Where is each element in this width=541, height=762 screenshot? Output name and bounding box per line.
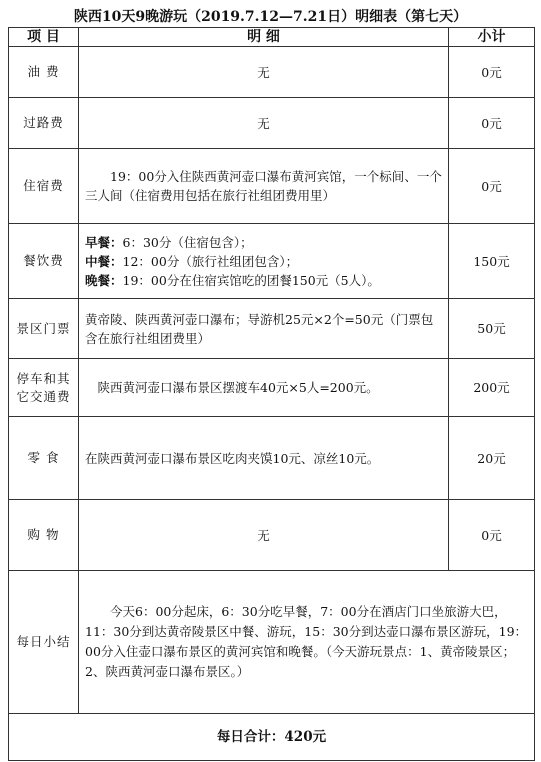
header-subtotal: 小计	[449, 28, 535, 47]
amount-transport: 200元	[449, 359, 535, 417]
item-toll: 过路费	[9, 98, 79, 149]
meal-breakfast	[85, 233, 442, 252]
item-transport-line2: 它交通费	[16, 388, 71, 404]
item-transport-line1: 停车和其	[16, 370, 71, 386]
row-lodging	[9, 149, 535, 224]
row-summary	[9, 571, 535, 714]
row-shopping	[9, 500, 535, 571]
detail-lodging: 19：00分入住陕西黄河壶口瀑布黄河宾馆，一个标间、一个三人间（住宿费用包括在旅行社组团费用里）	[79, 149, 449, 224]
detail-toll: 无	[79, 98, 449, 149]
item-tickets: 景区门票	[9, 299, 79, 359]
row-transport	[9, 359, 535, 417]
amount-toll: 0元	[449, 98, 535, 149]
row-fuel	[9, 47, 535, 98]
detail-summary: 今天6：00分起床，6：30分吃早餐，7：00分在酒店门口坐旅游大巴，11：30分到达黄帝陵景区中餐、游玩，15：30分到达壶口瀑布景区游玩，19：00分入住壶口瀑布景区的黄河宾馆和晚餐。（今天游玩景点：1、黄帝陵景区；2、陕西黄河壶口瀑布景区。）	[79, 571, 535, 714]
breakfast-label: 早餐：	[85, 234, 123, 250]
breakfast-text: 6：30分（住宿包含）；	[122, 234, 253, 250]
row-tickets	[9, 299, 535, 359]
item-transport	[9, 359, 79, 417]
header-row	[9, 28, 535, 47]
amount-tickets: 50元	[449, 299, 535, 359]
detail-tickets: 黄帝陵、陕西黄河壶口瀑布；导游机25元×2个=50元（门票包含在旅行社组团费里）	[79, 299, 449, 359]
amount-shopping: 0元	[449, 500, 535, 571]
meal-lunch	[85, 252, 442, 271]
header-detail: 明 细	[79, 28, 449, 47]
lunch-text: 12：00分（旅行社组团包含）；	[122, 253, 299, 269]
item-fuel: 油 费	[9, 47, 79, 98]
daily-total: 每日合计：420元	[9, 714, 535, 761]
item-summary: 每日小结	[9, 571, 79, 714]
lunch-label: 中餐：	[85, 253, 123, 269]
item-lodging: 住宿费	[9, 149, 79, 224]
meal-dinner	[85, 271, 442, 290]
dinner-label: 晚餐：	[85, 272, 123, 288]
detail-transport: 陕西黄河壶口瀑布景区摆渡车40元×5人=200元。	[79, 359, 449, 417]
detail-meals	[79, 224, 449, 299]
amount-lodging: 0元	[449, 149, 535, 224]
amount-snacks: 20元	[449, 417, 535, 500]
item-snacks: 零 食	[9, 417, 79, 500]
item-shopping: 购 物	[9, 500, 79, 571]
expense-table	[8, 27, 535, 761]
detail-fuel: 无	[79, 47, 449, 98]
detail-shopping: 无	[79, 500, 449, 571]
row-total	[9, 714, 535, 761]
detail-snacks: 在陕西黄河壶口瀑布景区吃肉夹馍10元、凉丝10元。	[79, 417, 449, 500]
row-toll	[9, 98, 535, 149]
amount-fuel: 0元	[449, 47, 535, 98]
amount-meals: 150元	[449, 224, 535, 299]
row-snacks	[9, 417, 535, 500]
page-title: 陕西10天9晚游玩（2019.7.12—7.21日）明细表（第七天）	[73, 9, 468, 25]
dinner-text: 19：00分在住宿宾馆吃的团餐150元（5人）。	[122, 272, 380, 288]
row-meals	[9, 224, 535, 299]
item-meals: 餐饮费	[9, 224, 79, 299]
header-item: 项 目	[9, 28, 79, 47]
